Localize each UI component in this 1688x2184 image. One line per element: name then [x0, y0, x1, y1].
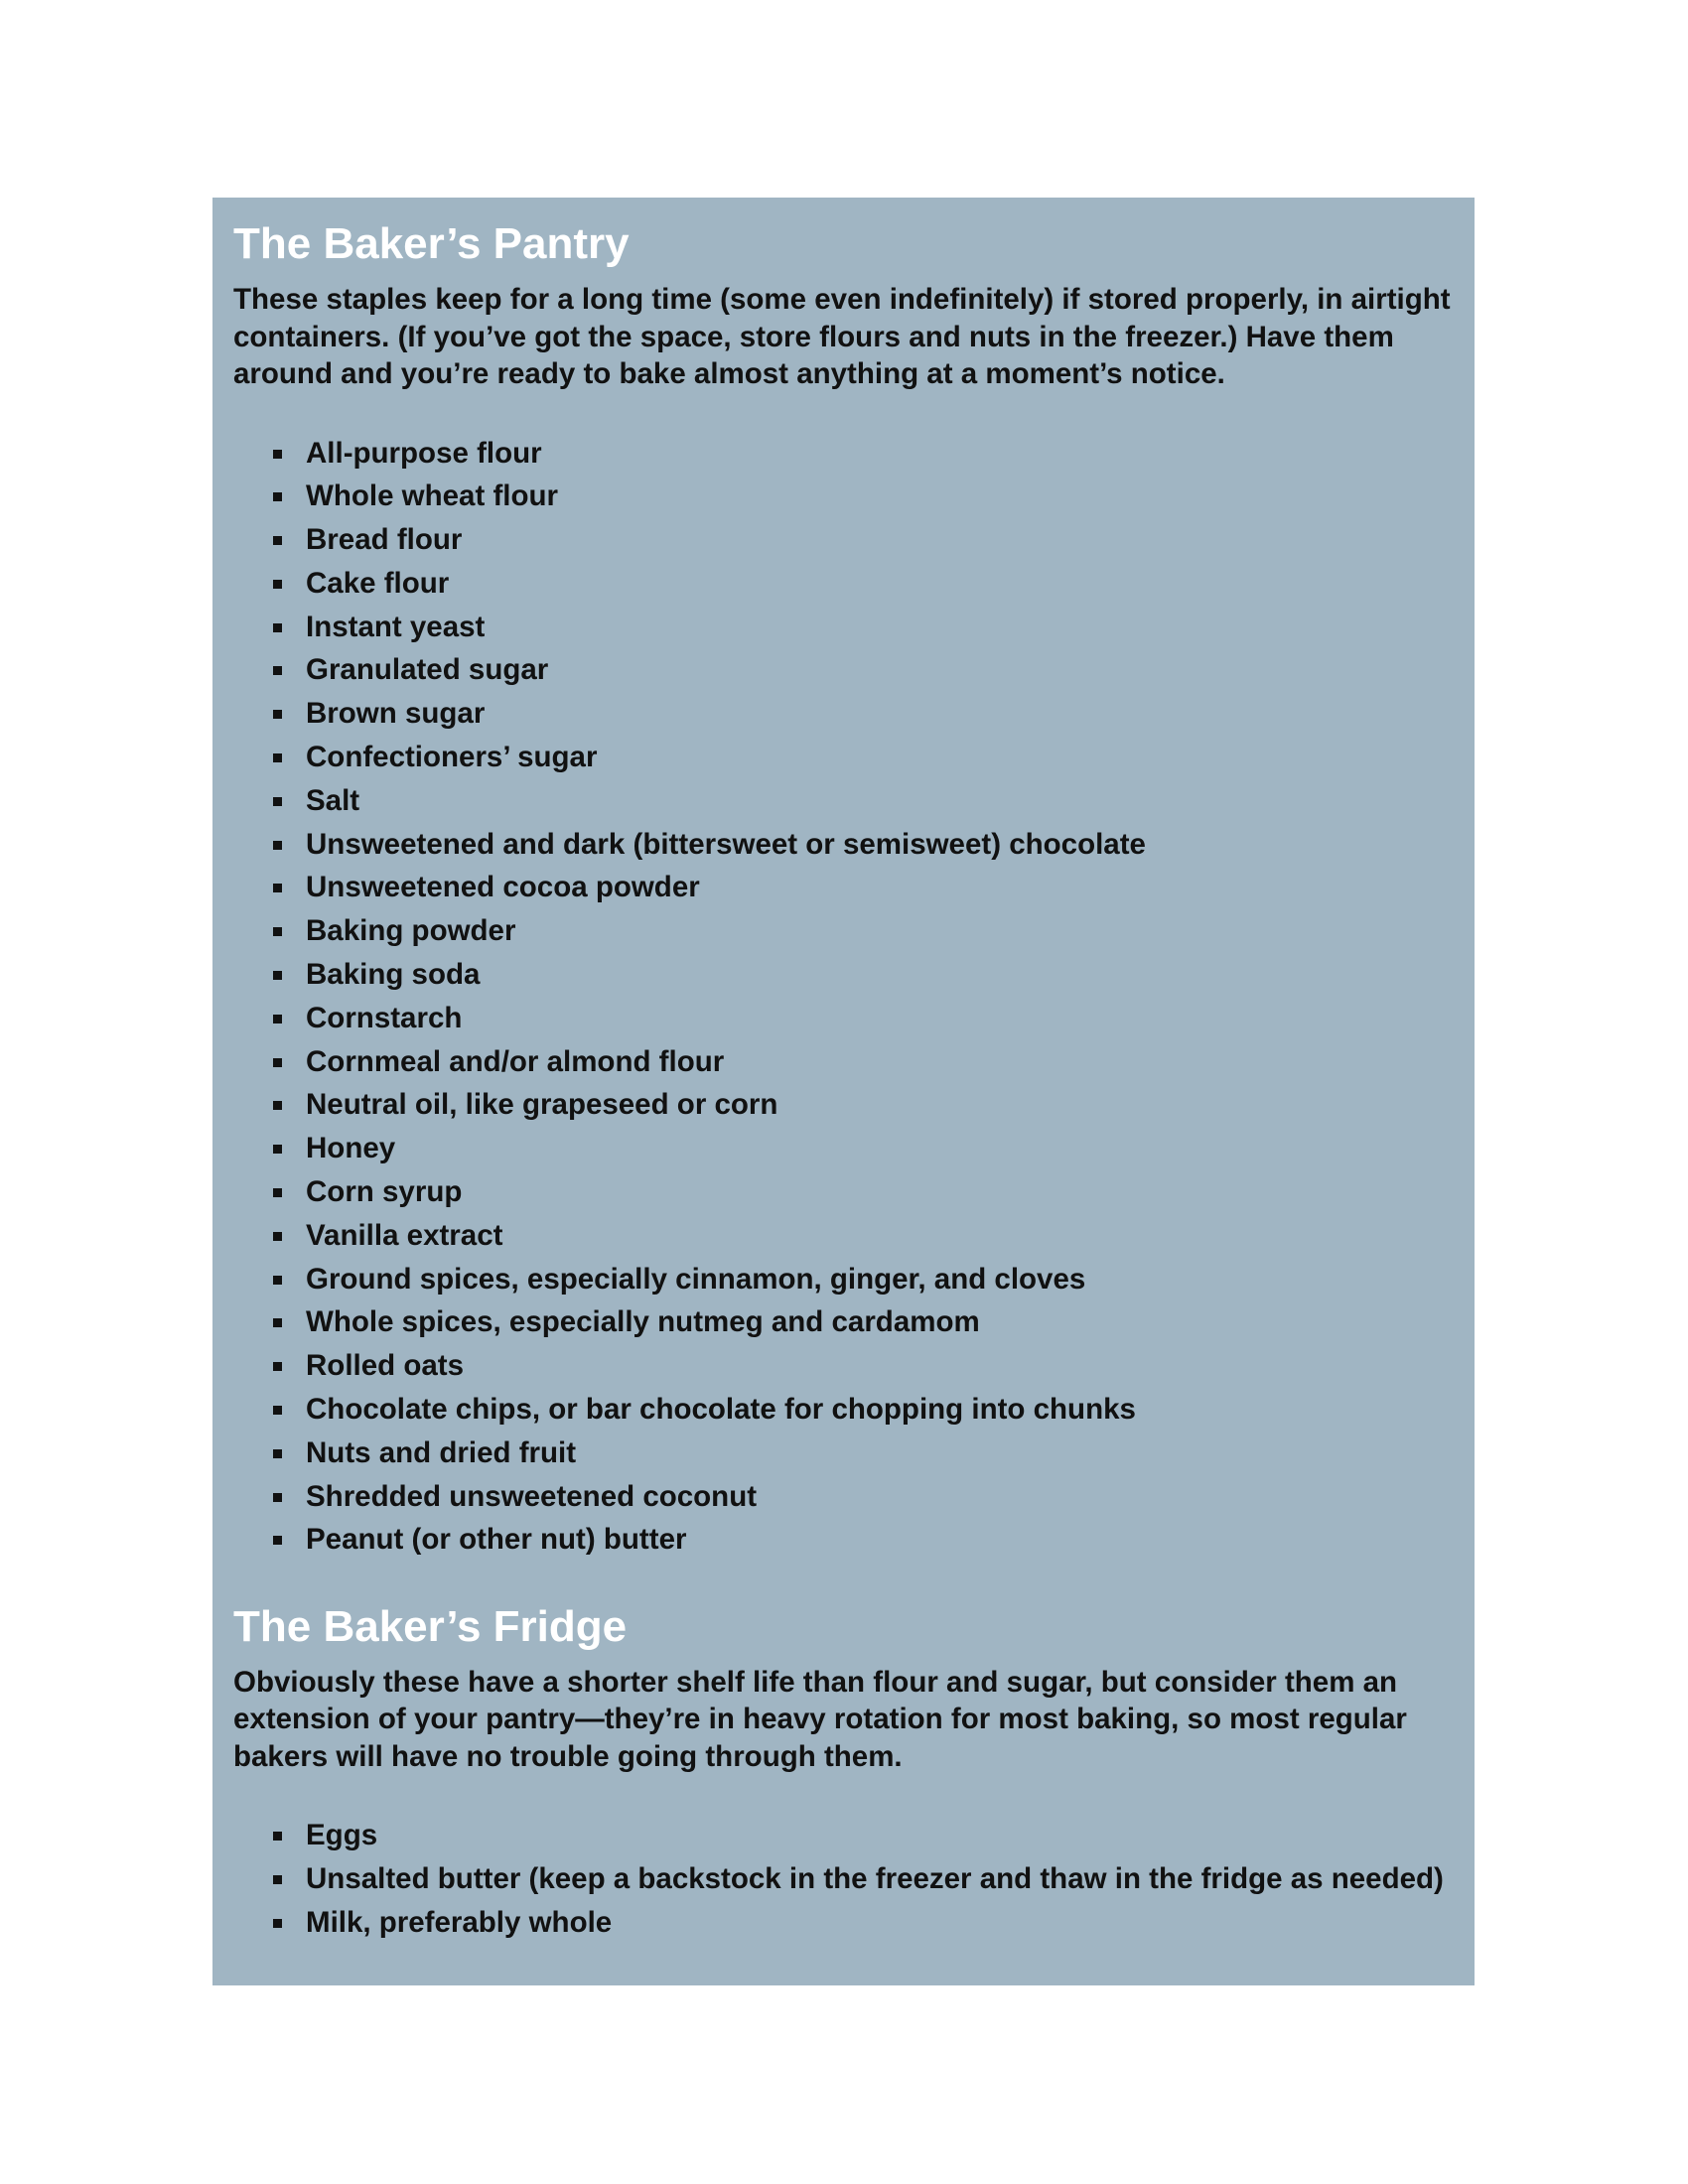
fridge-intro: Obviously these have a shorter shelf life than flour and sugar, but consider them an extension of your pantry—they’re in heavy rotation for most baking, so most regular bakers will have no trouble going through them. — [233, 1665, 1407, 1773]
list-item-label: Shredded unsweetened coconut — [306, 1479, 758, 1513]
list-item-label: Confectioners’ sugar — [306, 741, 598, 774]
list-item-label: Milk, preferably whole — [306, 1906, 613, 1940]
list-item — [233, 1043, 1453, 1081]
list-item — [233, 739, 1453, 776]
list-item — [233, 1303, 1453, 1341]
square-bullet-icon — [273, 450, 282, 459]
list-item — [233, 435, 1453, 473]
square-bullet-icon — [273, 1875, 282, 1884]
square-bullet-icon — [273, 1362, 282, 1371]
list-item-label: Brown sugar — [306, 697, 486, 731]
list-item — [233, 695, 1453, 733]
square-bullet-icon — [273, 1188, 282, 1197]
square-bullet-icon — [273, 1058, 282, 1067]
square-bullet-icon — [273, 666, 282, 675]
square-bullet-icon — [273, 1832, 282, 1841]
list-item-label: Bread flour — [306, 523, 463, 557]
list-item — [233, 1904, 1453, 1942]
list-item-label: Unsalted butter (keep a backstock in the freezer and thaw in the fridge as needed) — [306, 1862, 1444, 1896]
square-bullet-icon — [273, 1406, 282, 1415]
square-bullet-icon — [273, 884, 282, 892]
list-item-label: Rolled oats — [306, 1349, 464, 1383]
list-item-label: All-purpose flour — [306, 436, 542, 470]
list-item-label: Baking powder — [306, 914, 516, 948]
list-item — [233, 782, 1453, 820]
list-item — [233, 1130, 1453, 1167]
square-bullet-icon — [273, 971, 282, 980]
square-bullet-icon — [273, 1276, 282, 1285]
square-bullet-icon — [273, 1449, 282, 1458]
list-item — [233, 1478, 1453, 1516]
list-item-label: Corn syrup — [306, 1175, 463, 1209]
list-item-label: Eggs — [306, 1819, 378, 1852]
list-item-label: Granulated sugar — [306, 653, 549, 687]
list-item — [233, 565, 1453, 603]
square-bullet-icon — [273, 536, 282, 545]
square-bullet-icon — [273, 1318, 282, 1327]
list-item — [233, 912, 1453, 950]
list-item-label: Whole wheat flour — [306, 479, 559, 513]
list-item-label: Cake flour — [306, 566, 450, 600]
square-bullet-icon — [273, 710, 282, 719]
square-bullet-icon — [273, 1536, 282, 1545]
list-item — [233, 956, 1453, 994]
list-item — [233, 1000, 1453, 1037]
square-bullet-icon — [273, 1919, 282, 1928]
list-item-label: Cornmeal and/or almond flour — [306, 1044, 725, 1078]
square-bullet-icon — [273, 580, 282, 589]
list-item — [233, 1434, 1453, 1472]
list-item — [233, 651, 1453, 689]
list-item-label: Chocolate chips, or bar chocolate for chopping into chunks — [306, 1393, 1136, 1427]
list-item — [233, 1086, 1453, 1124]
list-item-label: Neutral oil, like grapeseed or corn — [306, 1088, 778, 1122]
list-item — [233, 869, 1453, 906]
square-bullet-icon — [273, 492, 282, 501]
square-bullet-icon — [273, 1101, 282, 1110]
list-item-label: Salt — [306, 783, 360, 817]
list-item-label: Unsweetened cocoa powder — [306, 871, 700, 904]
list-item — [233, 521, 1453, 559]
list-item — [233, 1173, 1453, 1211]
fridge-title: The Baker’s Fridge — [233, 1601, 628, 1651]
list-item-label: Vanilla extract — [306, 1218, 503, 1252]
pantry-panel — [212, 198, 1475, 1985]
list-item — [233, 478, 1453, 515]
square-bullet-icon — [273, 1015, 282, 1024]
pantry-list — [233, 435, 1453, 1559]
list-item — [233, 609, 1453, 646]
square-bullet-icon — [273, 797, 282, 806]
list-item-label: Instant yeast — [306, 610, 486, 643]
list-item — [233, 1521, 1453, 1559]
list-item — [233, 1217, 1453, 1255]
square-bullet-icon — [273, 1493, 282, 1502]
fridge-list — [233, 1817, 1453, 1941]
list-item-label: Honey — [306, 1132, 396, 1165]
square-bullet-icon — [273, 753, 282, 762]
pantry-title: The Baker’s Pantry — [233, 219, 630, 268]
list-item-label: Unsweetened and dark (bittersweet or semisweet) chocolate — [306, 827, 1146, 861]
list-item-label: Peanut (or other nut) butter — [306, 1523, 687, 1557]
square-bullet-icon — [273, 927, 282, 936]
list-item-label: Nuts and dried fruit — [306, 1435, 577, 1469]
square-bullet-icon — [273, 841, 282, 850]
list-item-label: Ground spices, especially cinnamon, ginger, and cloves — [306, 1262, 1086, 1296]
list-item — [233, 826, 1453, 864]
list-item-label: Cornstarch — [306, 1001, 463, 1034]
list-item — [233, 1817, 1453, 1854]
list-item — [233, 1860, 1453, 1898]
list-item — [233, 1261, 1453, 1298]
square-bullet-icon — [273, 1145, 282, 1154]
list-item-label: Whole spices, especially nutmeg and cardamom — [306, 1305, 980, 1339]
list-item-label: Baking soda — [306, 958, 481, 992]
square-bullet-icon — [273, 1232, 282, 1241]
list-item — [233, 1347, 1453, 1385]
pantry-intro: These staples keep for a long time (some even indefinitely) if stored properly, in airtight containers. (If you’ve got the space, store flours and nuts in the freezer.) Have them around and you’re ready to bake almost anything at a moment’s notice. — [233, 283, 1451, 390]
list-item — [233, 1391, 1453, 1429]
square-bullet-icon — [273, 623, 282, 632]
